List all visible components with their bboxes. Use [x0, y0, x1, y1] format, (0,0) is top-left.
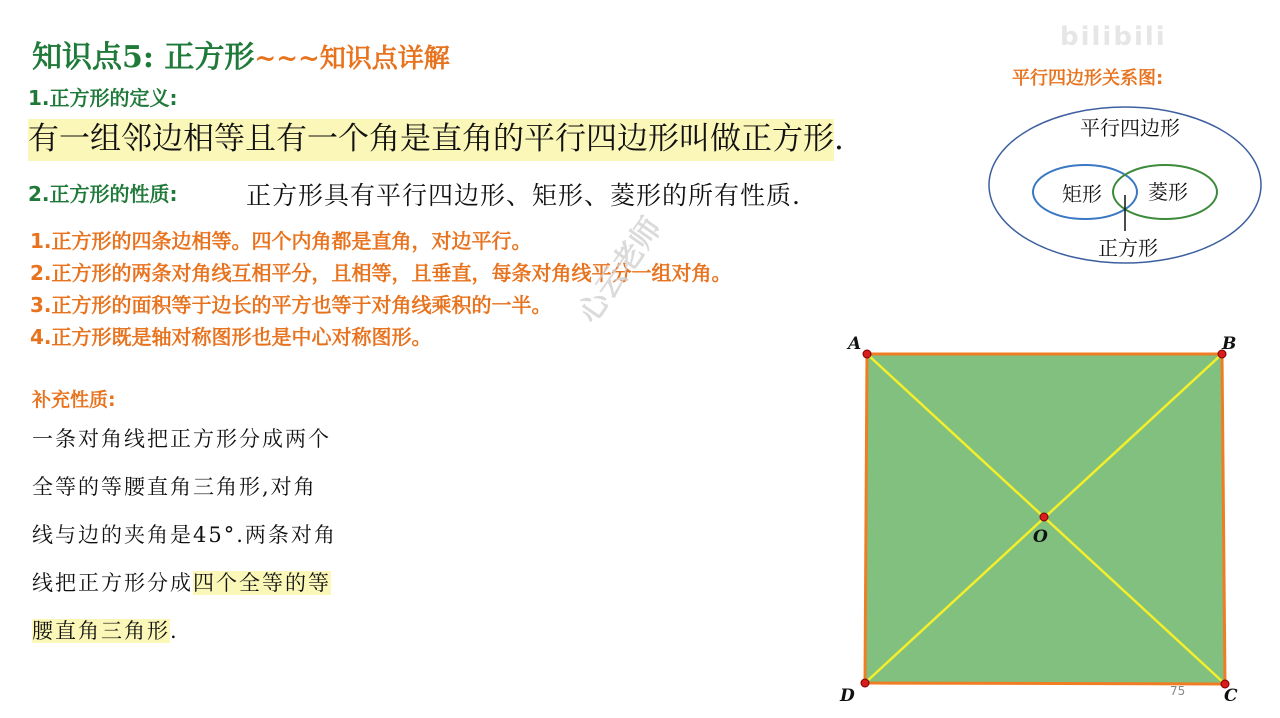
supplement-line5-end: . [170, 619, 179, 643]
page-number: 75 [1170, 684, 1186, 698]
square-figure [830, 325, 1250, 715]
venn-title: 平行四边形关系图: [1012, 68, 1164, 89]
venn-intersection-label: 正方形 [1098, 236, 1158, 260]
bilibili-logo: bilibili [1060, 22, 1167, 52]
supplement-line [32, 564, 402, 612]
point-o [1040, 513, 1048, 521]
definition-text [28, 113, 844, 158]
label-o: O [1033, 527, 1048, 547]
page-title [32, 32, 450, 76]
label-d: D [840, 686, 855, 706]
label-a: A [848, 334, 862, 354]
supplement-line: 一条对角线把正方形分成两个 [32, 427, 331, 451]
venn-diagram [980, 95, 1270, 275]
supplement-line4-highlight: 四个全等的等 [193, 571, 331, 595]
title-subtitle: ~~~知识点详解 [254, 44, 450, 74]
properties-heading: 2.正方形的性质: [28, 182, 178, 206]
venn-left-label: 矩形 [1062, 182, 1102, 206]
supplement-line5-highlight: 腰直角三角形 [32, 619, 170, 643]
supplement-line4-plain: 线把正方形分成 [32, 571, 193, 595]
property-item: 2.正方形的两条对角线互相平分，且相等，且垂直，每条对角线平分一组对角。 [30, 261, 732, 285]
property-item: 1.正方形的四条边相等。四个内角都是直角，对边平行。 [30, 229, 532, 253]
definition-end: . [834, 121, 844, 157]
point-d [861, 679, 869, 687]
supplement-text [32, 420, 402, 660]
venn-right-label: 菱形 [1148, 180, 1188, 204]
property-item: 4.正方形既是轴对称图形也是中心对称图形。 [30, 325, 432, 349]
definition-heading: 1.正方形的定义: [28, 86, 178, 110]
supplement-heading: 补充性质: [32, 389, 116, 411]
title-main: 知识点5: 正方形 [32, 40, 255, 75]
watermark: 心云老师 [571, 211, 670, 330]
definition-highlight: 有一组邻边相等且有一个角是直角的平行四边形叫做正方形 [28, 119, 834, 161]
label-b: B [1222, 334, 1237, 354]
supplement-line: 全等的等腰直角三角形,对角 [32, 475, 317, 499]
properties-text: 正方形具有平行四边形、矩形、菱形的所有性质. [246, 181, 801, 210]
supplement-line: 线与边的夹角是45°.两条对角 [32, 523, 337, 547]
venn-outer-label: 平行四边形 [1080, 116, 1180, 140]
point-a [863, 350, 871, 358]
supplement-line [32, 612, 402, 660]
property-item: 3.正方形的面积等于边长的平方也等于对角线乘积的一半。 [30, 293, 552, 317]
label-c: C [1224, 686, 1238, 706]
